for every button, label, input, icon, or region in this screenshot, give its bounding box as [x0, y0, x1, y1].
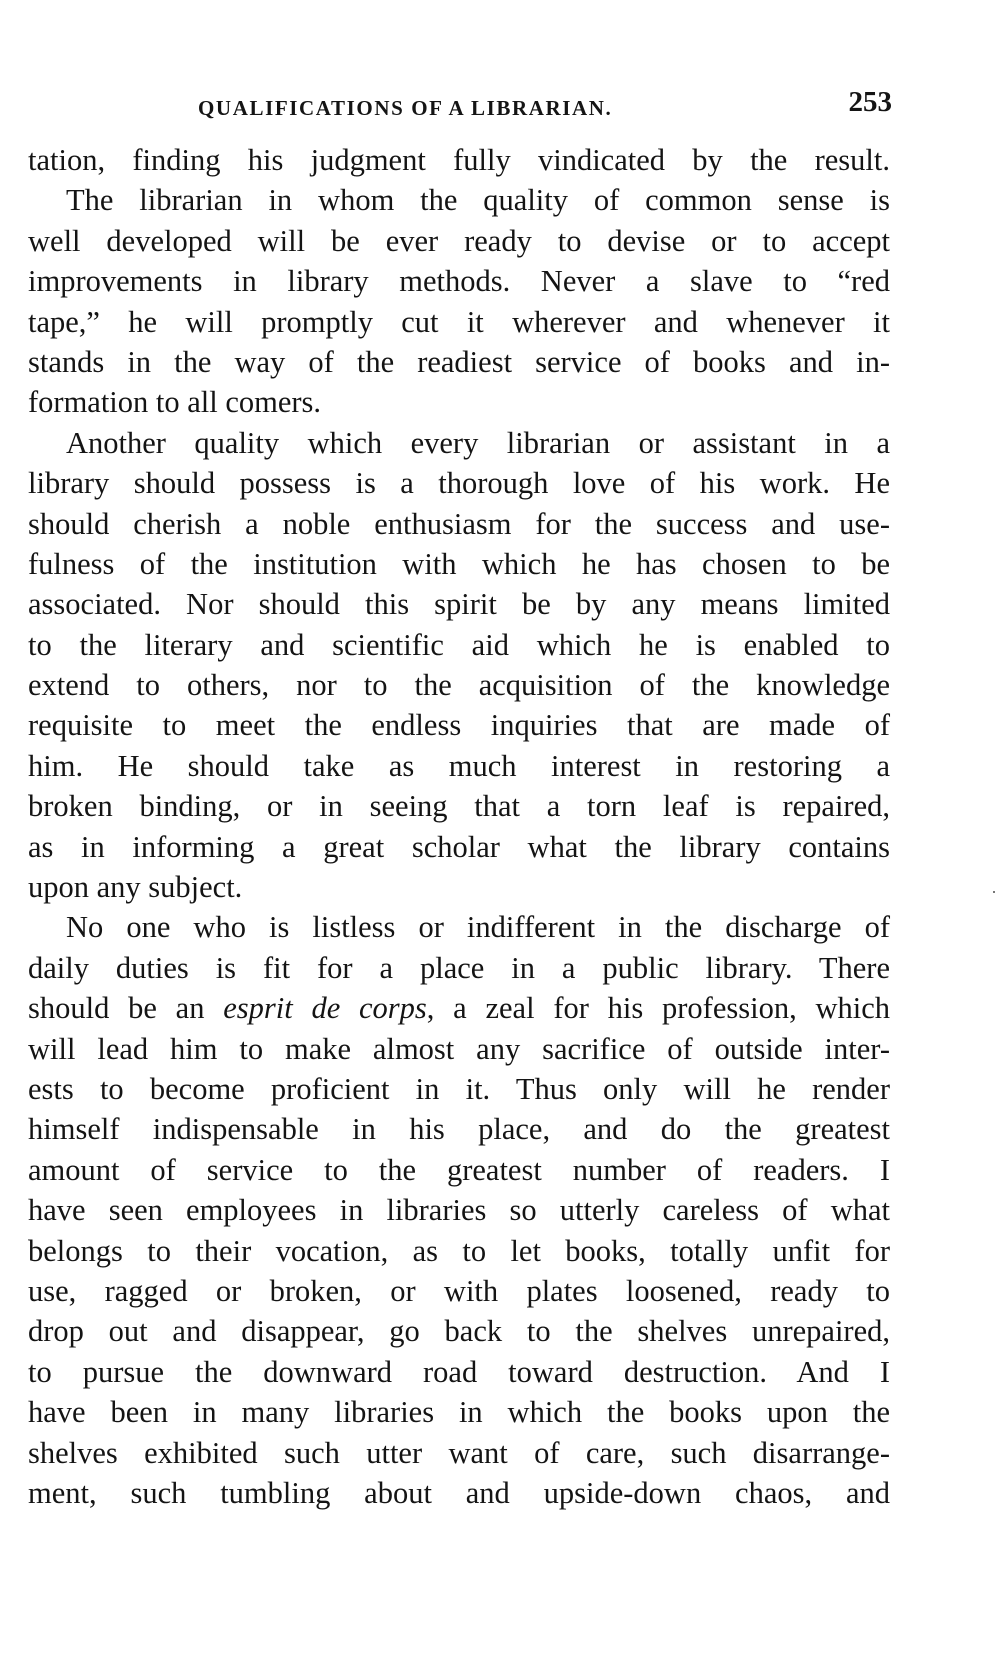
- text-line: extend to others, nor to the acquisition of the knowledge: [28, 668, 890, 703]
- text-line: drop out and disappear, go back to the shelves unrepaired,: [28, 1314, 890, 1349]
- text-line: requisite to meet the endless inquiries that are made of: [28, 708, 890, 743]
- text-line: well developed will be ever ready to devise or to accept: [28, 223, 890, 258]
- text-line: have been in many libraries in which the books upon the: [28, 1395, 890, 1430]
- text-line: improvements in library methods. Never a slave to “red: [28, 264, 890, 299]
- text-line: will lead him to make almost any sacrifice of outside inter-: [28, 1031, 890, 1066]
- text-line: Another quality which every librarian or assistant in a: [66, 425, 890, 460]
- italic-phrase: esprit de corps: [223, 991, 427, 1026]
- text-line: broken binding, or in seeing that a torn leaf is repaired,: [28, 789, 890, 824]
- text-line: associated. Nor should this spirit be by any means limited: [28, 587, 890, 622]
- text-line: have seen employees in libraries so utterly careless of what: [28, 1193, 890, 1228]
- running-head: QUALIFICATIONS OF A LIBRARIAN.: [198, 96, 613, 120]
- text-run: should be an: [28, 991, 205, 1026]
- text-line: himself indispensable in his place, and do the greatest: [28, 1112, 890, 1147]
- text-line: No one who is listless or indifferent in the discharge of: [66, 910, 890, 945]
- text-line: amount of service to the greatest number of readers. I: [28, 1152, 890, 1187]
- text-line: formation to all comers.: [28, 385, 322, 420]
- text-line: library should possess is a thorough love of his work. He: [28, 466, 890, 501]
- text-line: fulness of the institution with which he has chosen to be: [28, 546, 890, 581]
- text-line: him. He should take as much interest in restoring a: [28, 748, 890, 783]
- book-page: [28, 78, 890, 1513]
- text-line: tation, finding his judgment fully vindicated by the result.: [28, 143, 890, 177]
- text-line: to pursue the downward road toward destruction. And I: [28, 1354, 890, 1389]
- text-line: shelves exhibited such utter want of care, such disarrange-: [28, 1435, 890, 1470]
- text-line: as in informing a great scholar what the library contains: [28, 829, 890, 864]
- page-number: 253: [848, 86, 892, 118]
- text-line: to the literary and scientific aid which he is enabled to: [28, 627, 890, 662]
- text-line: ests to become proficient in it. Thus only will he render: [28, 1071, 890, 1106]
- body-text: [28, 140, 890, 1513]
- text-line: upon any subject.: [28, 870, 243, 905]
- text-line: daily duties is fit for a place in a public library. There: [28, 950, 890, 985]
- text-line: ment, such tumbling about and upside-down chaos, and: [28, 1475, 890, 1510]
- text-line: should cherish a noble enthusiasm for the success and use-: [28, 506, 890, 541]
- scan-mark: [993, 891, 995, 893]
- page-header: [28, 78, 890, 140]
- text-line: stands in the way of the readiest service of books and in-: [28, 344, 890, 379]
- text-line: belongs to their vocation, as to let books, totally unfit for: [28, 1233, 890, 1268]
- text-line: [28, 988, 890, 1028]
- text-line: tape,” he will promptly cut it wherever and whenever it: [28, 304, 890, 339]
- text-line: use, ragged or broken, or with plates loosened, ready to: [28, 1273, 890, 1308]
- text-run: , a zeal for his profession, which: [426, 991, 891, 1026]
- text-line: The librarian in whom the quality of common sense is: [66, 183, 890, 218]
